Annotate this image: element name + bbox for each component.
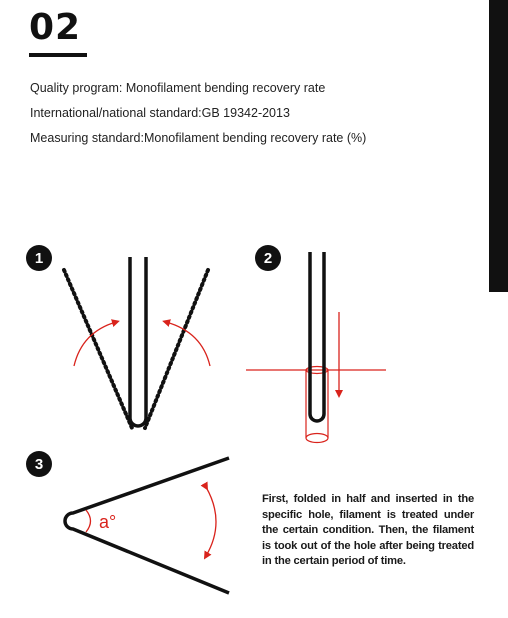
left-dotted-arm xyxy=(64,270,132,428)
step-3-diagram xyxy=(26,451,229,593)
angle-label: a° xyxy=(99,512,117,532)
quality-program-text: Quality program: Monofilament bending recovery rate xyxy=(30,81,326,95)
inserted-filament xyxy=(310,252,324,421)
measuring-standard-text: Measuring standard:Monofilament bending recovery rate (%) xyxy=(30,131,367,145)
right-dotted-arm xyxy=(145,270,208,428)
standard-text: International/national standard:GB 19342-2013 xyxy=(30,106,290,120)
section-number: 02 xyxy=(29,7,82,48)
folded-filament xyxy=(130,257,146,426)
step-3-badge-number: 3 xyxy=(34,456,44,473)
step-2-diagram xyxy=(246,245,386,443)
step-2-badge-number: 2 xyxy=(263,250,273,267)
procedure-description: First, folded in half and inserted in the specific hole, filament is treated under the certain condition. Then, the filament is took out of the hole after being treated in the certain period of time. xyxy=(262,493,474,568)
recovery-arc-arrow xyxy=(206,487,216,556)
step-1-diagram xyxy=(26,245,210,428)
hole-bottom xyxy=(306,434,328,443)
angle-arc xyxy=(86,510,91,532)
step-1-badge-number: 1 xyxy=(34,250,44,267)
